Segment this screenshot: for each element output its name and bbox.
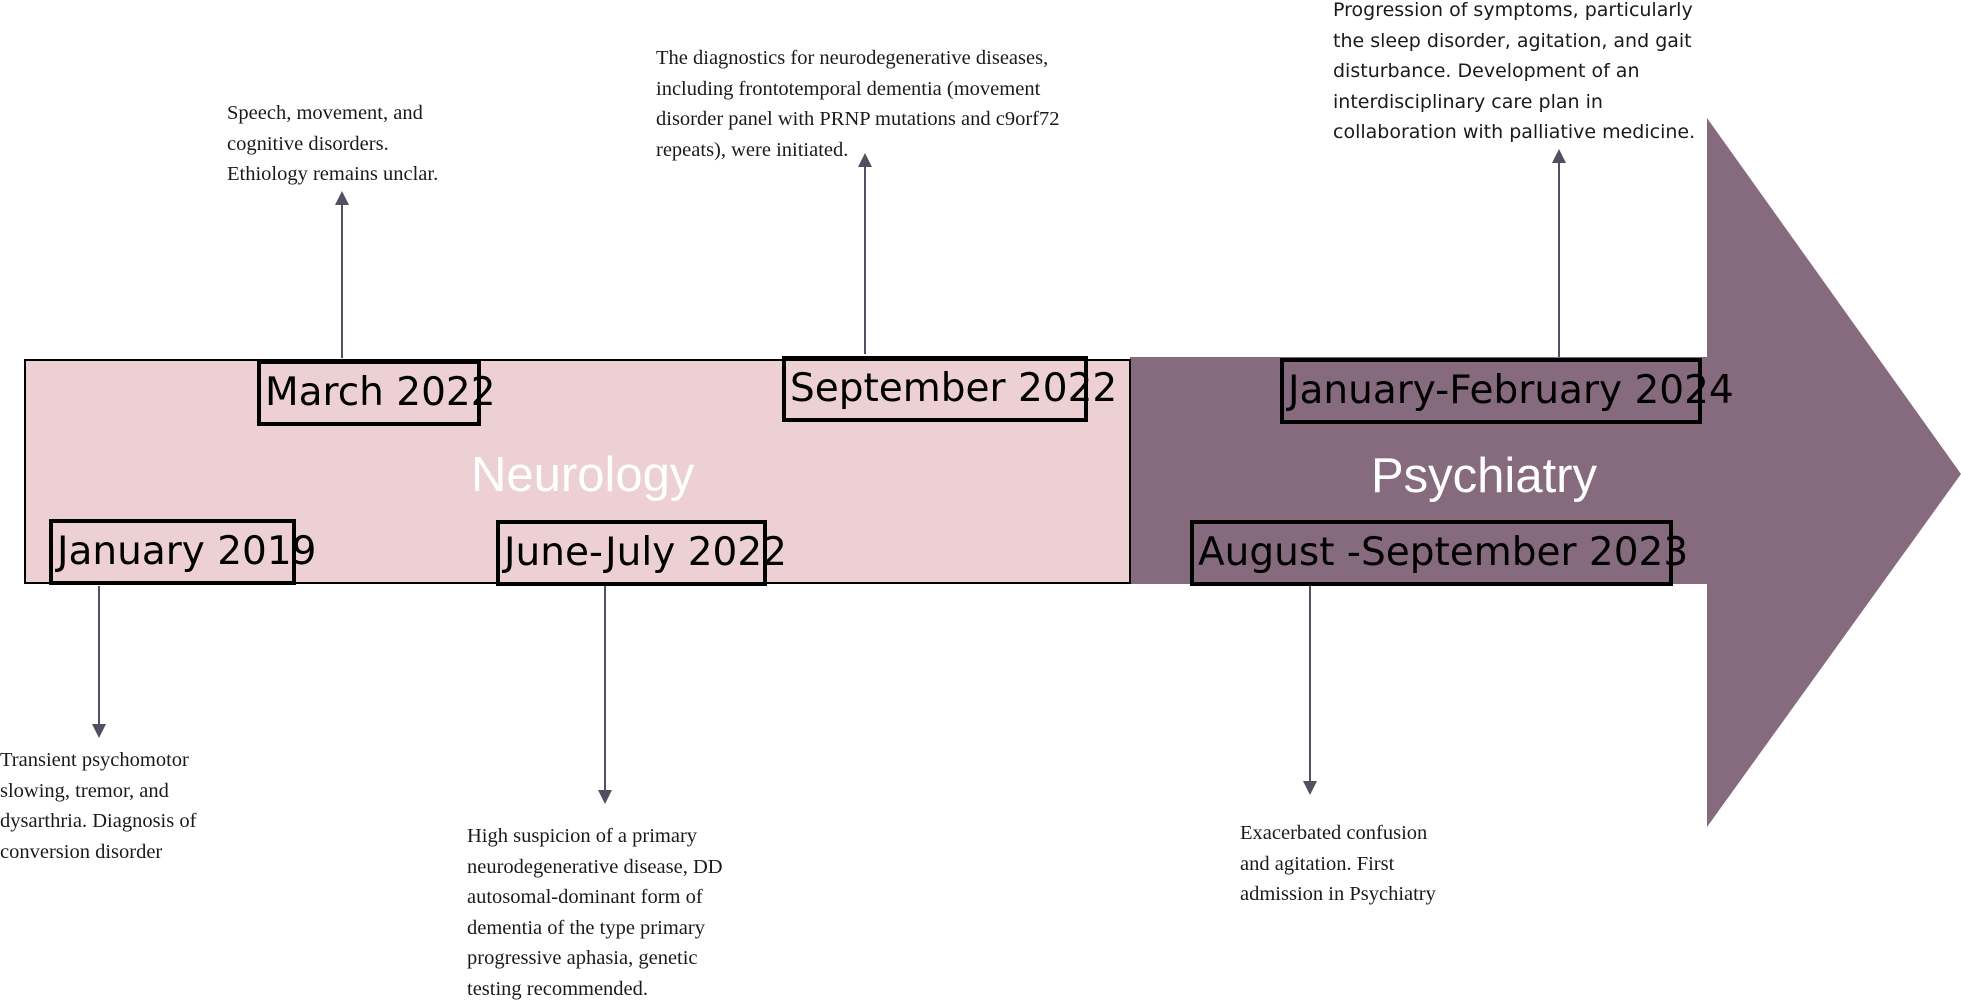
- neurology-phase-label: Neurology: [471, 448, 695, 502]
- date-box-june-july-2022: June-July 2022: [496, 520, 767, 586]
- date-box-january-2019: January 2019: [49, 519, 296, 585]
- date-box-september-2022: September 2022: [782, 356, 1088, 422]
- description-august-september-2023: Exacerbated confusion and agitation. First admission in Psychiatry: [1240, 822, 1436, 905]
- description-march-2022: Speech, movement, and cognitive disorders. Ethiology remains unclar.: [227, 102, 439, 185]
- description-january-february-2024: Progression of symptoms, particularly the sleep disorder, agitation, and gait disturbance. Development of an interdisciplinary care plan in collaboration with palliative medicine.: [1333, 0, 1696, 143]
- description-september-2022: The diagnostics for neurodegenerative diseases, including frontotemporal dementia (movement disorder panel with PRNP mutations and c9orf72 repeats), were initiated.: [656, 47, 1060, 161]
- psychiatry-phase-label: Psychiatry: [1371, 449, 1598, 503]
- date-box-august-september-2023: August -September 2023: [1190, 520, 1673, 586]
- date-box-january-february-2024: January-February 2024: [1280, 358, 1702, 424]
- description-june-july-2022: High suspicion of a primary neurodegenerative disease, DD autosomal-dominant form of dementia of the type primary progressive aphasia, genetic testing recommended.: [467, 825, 723, 1000]
- description-january-2019: Transient psychomotor slowing, tremor, and dysarthria. Diagnosis of conversion disorder: [0, 749, 197, 863]
- date-box-march-2022: March 2022: [257, 360, 481, 426]
